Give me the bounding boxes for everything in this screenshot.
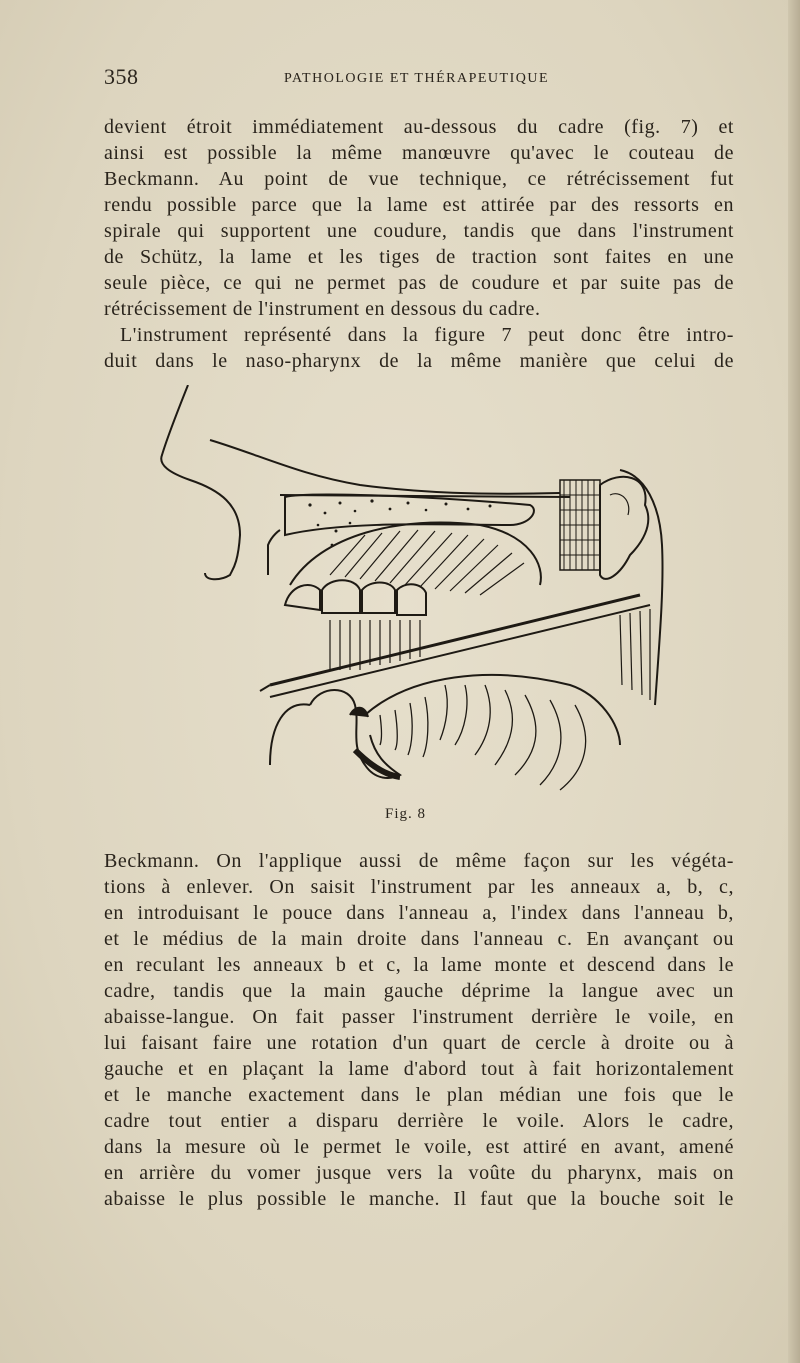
text-line: L'instrument représenté dans la figure 7 peut donc être intro- [120,324,734,346]
text-line: de Schütz, la lame et les tiges de traction sont faites en une [104,246,734,268]
text-line: Beckmann. Au point de vue technique, ce rétrécissement fut [104,168,734,190]
sagittal-head-section-illustration [150,385,670,795]
paragraph-1 [104,114,734,322]
paragraph-3 [104,848,734,1212]
text-line: cadre tout entier a disparu derrière le voile. Alors le cadre, [104,1110,734,1132]
text-line: en introduisant le pouce dans l'anneau a, l'index dans l'anneau b, [104,902,734,924]
page-header [104,64,734,94]
text-line: gauche et en plaçant la lame d'abord tout à fait horizontalement [104,1058,734,1080]
text-line: en arrière du vomer jusque vers la voûte du pharynx, mais on [104,1162,734,1184]
text-line: abaisse-langue. On fait passer l'instrument derrière le voile, en [104,1006,734,1028]
text-line: tions à enlever. On saisit l'instrument par les anneaux a, b, c, [104,876,734,898]
text-line: rendu possible parce que la lame est attirée par des ressorts en [104,194,734,216]
page-number: 358 [104,64,139,89]
page-edge [788,0,800,1363]
text-line: seule pièce, ce qui ne permet pas de coudure et par suite pas de [104,272,734,294]
text-line: Beckmann. On l'applique aussi de même façon sur les végéta- [104,850,734,872]
text-line: lui faisant faire une rotation d'un quart de cercle à droite ou à [104,1032,734,1054]
text-line: ainsi est possible la même manœuvre qu'avec le couteau de [104,142,734,164]
text-line: en reculant les anneaux b et c, la lame monte et descend dans le [104,954,734,976]
text-line: rétrécissement de l'instrument en dessous du cadre. [104,298,541,320]
text-line: et le médius de la main droite dans l'anneau c. En avançant ou [104,928,734,950]
text-line: duit dans le naso-pharynx de la même manière que celui de [104,350,734,372]
text-line: dans la mesure où le permet le voile, est attiré en avant, amené [104,1136,734,1158]
text-line: cadre, tandis que la main gauche déprime la langue avec un [104,980,734,1002]
text-line: devient étroit immédiatement au-dessous du cadre (fig. 7) et [104,116,734,138]
paragraph-2 [104,322,734,374]
figure-illustration [150,385,670,795]
text-line: et le manche exactement dans le plan médian une fois que le [104,1084,734,1106]
text-line: spirale qui supportent une coudure, tandis que dans l'instrument [104,220,734,242]
figure-caption: Fig. 8 [385,806,427,822]
text-line: abaisse le plus possible le manche. Il faut que la bouche soit le [104,1188,734,1210]
running-title: PATHOLOGIE ET THÉRAPEUTIQUE [284,71,550,86]
